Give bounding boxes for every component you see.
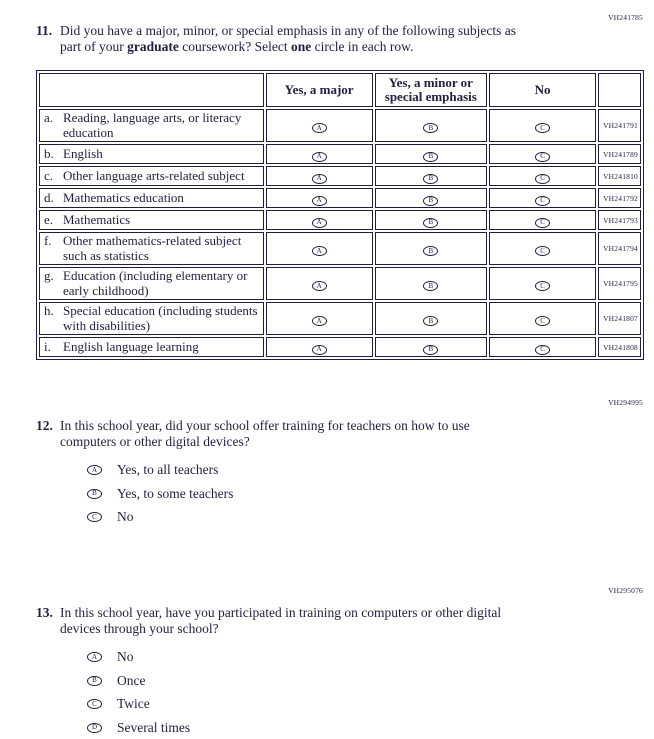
bubble-c[interactable]: C [535, 281, 550, 291]
bubble-a[interactable]: A [312, 316, 327, 326]
row-code: VH241793 [598, 210, 641, 230]
bubble-c[interactable]: C [535, 174, 550, 184]
q13-option-b-label: Once [117, 672, 146, 688]
bubble-c[interactable]: C [535, 123, 550, 133]
row-letter: i. [44, 338, 51, 354]
bubble-c[interactable]: C [535, 152, 550, 162]
row-letter: h. [44, 303, 54, 318]
q12-option-b-label: Yes, to some teachers [117, 485, 234, 501]
row-code: VH241810 [598, 166, 641, 186]
row-code: VH241791 [598, 109, 641, 142]
bubble-d[interactable]: D [87, 723, 102, 733]
row-label: Education (including elementary or early childhood) [63, 268, 248, 298]
q12-option-a[interactable] [87, 462, 606, 478]
table-row-d [39, 188, 641, 208]
q12-option-b[interactable] [87, 486, 606, 502]
table-row-g [39, 267, 641, 300]
row-code: VH241789 [598, 144, 641, 164]
bubble-b[interactable]: B [423, 246, 438, 256]
grid-header-yes-major: Yes, a major [266, 73, 373, 107]
bubble-c[interactable]: C [87, 699, 102, 709]
row-label: Mathematics [63, 211, 131, 227]
question-11-id-code: VH241785 [608, 13, 643, 22]
row-label: Mathematics education [63, 189, 184, 205]
question-11-number: 11. [36, 23, 53, 38]
question-12-line1: In this school year, did your school offer training for teachers on how to use [60, 418, 470, 433]
bubble-b[interactable]: B [423, 281, 438, 291]
row-letter: b. [44, 145, 54, 161]
bubble-a[interactable]: A [312, 152, 327, 162]
q12-option-a-label: Yes, to all teachers [117, 462, 219, 477]
question-11-line2: part of your graduate coursework? Select one circle in each row. [60, 39, 414, 54]
question-11-line1: Did you have a major, minor, or special emphasis in any of the following subjects as [60, 23, 516, 38]
bubble-c[interactable]: C [535, 246, 550, 256]
bubble-c[interactable]: C [535, 218, 550, 228]
row-code: VH241792 [598, 188, 641, 208]
table-row-a [39, 109, 641, 142]
table-row-f [39, 232, 641, 265]
q11-response-grid [36, 70, 644, 360]
q12-option-c[interactable] [87, 509, 606, 525]
bubble-c[interactable]: C [535, 196, 550, 206]
question-13-line2: devices through your school? [60, 621, 219, 636]
row-letter: g. [44, 268, 54, 283]
q12-option-c-label: No [117, 509, 134, 524]
row-letter: e. [44, 211, 54, 227]
bubble-a[interactable]: A [312, 281, 327, 291]
bubble-b[interactable]: B [423, 218, 438, 228]
bubble-c[interactable]: C [87, 512, 102, 522]
question-13-options [60, 649, 616, 736]
row-letter: c. [44, 167, 54, 183]
bubble-b[interactable]: B [423, 123, 438, 133]
bubble-b[interactable]: B [423, 152, 438, 162]
row-code: VH241794 [598, 232, 641, 265]
bubble-a[interactable]: A [87, 652, 102, 662]
table-row-i [39, 337, 641, 357]
row-label: English language learning [63, 338, 199, 354]
bubble-b[interactable]: B [423, 316, 438, 326]
question-11 [36, 23, 596, 55]
table-row-b [39, 144, 641, 164]
bubble-a[interactable]: A [87, 465, 102, 475]
q13-option-d[interactable] [87, 720, 616, 736]
bubble-c[interactable]: C [535, 345, 550, 355]
table-row-e [39, 210, 641, 230]
grid-header-no: No [489, 73, 596, 107]
row-label: Other language arts-related subject [63, 167, 245, 183]
question-12-line2: computers or other digital devices? [60, 434, 250, 449]
bubble-b[interactable]: B [87, 676, 102, 686]
question-11-text [60, 23, 596, 55]
bubble-a[interactable]: A [312, 246, 327, 256]
question-13-number: 13. [36, 605, 53, 620]
question-12 [36, 418, 606, 533]
q13-option-b[interactable] [87, 673, 616, 689]
bubble-b[interactable]: B [423, 196, 438, 206]
grid-header-yes-minor: Yes, a minor or special emphasis [375, 73, 487, 107]
q13-option-d-label: Several times [117, 719, 191, 735]
grid-header-code-blank [598, 73, 641, 107]
table-row-c [39, 166, 641, 186]
bubble-b[interactable]: B [87, 489, 102, 499]
bubble-a[interactable]: A [312, 345, 327, 355]
q13-option-c-label: Twice [117, 696, 150, 711]
question-12-text [60, 418, 606, 533]
q13-option-a[interactable] [87, 649, 616, 665]
bubble-b[interactable]: B [423, 174, 438, 184]
question-12-options [60, 462, 606, 525]
question-12-id-code: VH294995 [608, 398, 643, 407]
table-row-h [39, 302, 641, 335]
grid-header-blank [39, 73, 264, 107]
row-code: VH241807 [598, 302, 641, 335]
question-13-id-code: VH295076 [608, 586, 643, 595]
question-13-line1: In this school year, have you participated in training on computers or other digital [60, 605, 502, 620]
row-letter: a. [44, 110, 54, 125]
row-label: Reading, language arts, or literacy education [63, 110, 242, 140]
row-label: Special education (including students with disabilities) [63, 303, 258, 333]
bubble-a[interactable]: A [312, 174, 327, 184]
row-letter: d. [44, 189, 54, 205]
bubble-a[interactable]: A [312, 196, 327, 206]
bubble-a[interactable]: A [312, 123, 327, 133]
question-13 [36, 605, 616, 739]
row-code: VH241808 [598, 337, 641, 357]
row-label: English [63, 145, 103, 161]
row-label: Other mathematics-related subject such as statistics [63, 233, 242, 263]
question-12-number: 12. [36, 418, 53, 433]
bubble-c[interactable]: C [535, 316, 550, 326]
q13-option-c[interactable] [87, 696, 616, 712]
question-13-text [60, 605, 616, 739]
grid-header-row [39, 73, 641, 107]
bubble-a[interactable]: A [312, 218, 327, 228]
row-code: VH241795 [598, 267, 641, 300]
row-letter: f. [44, 233, 52, 248]
q13-option-a-label: No [117, 649, 134, 664]
bubble-b[interactable]: B [423, 345, 438, 355]
